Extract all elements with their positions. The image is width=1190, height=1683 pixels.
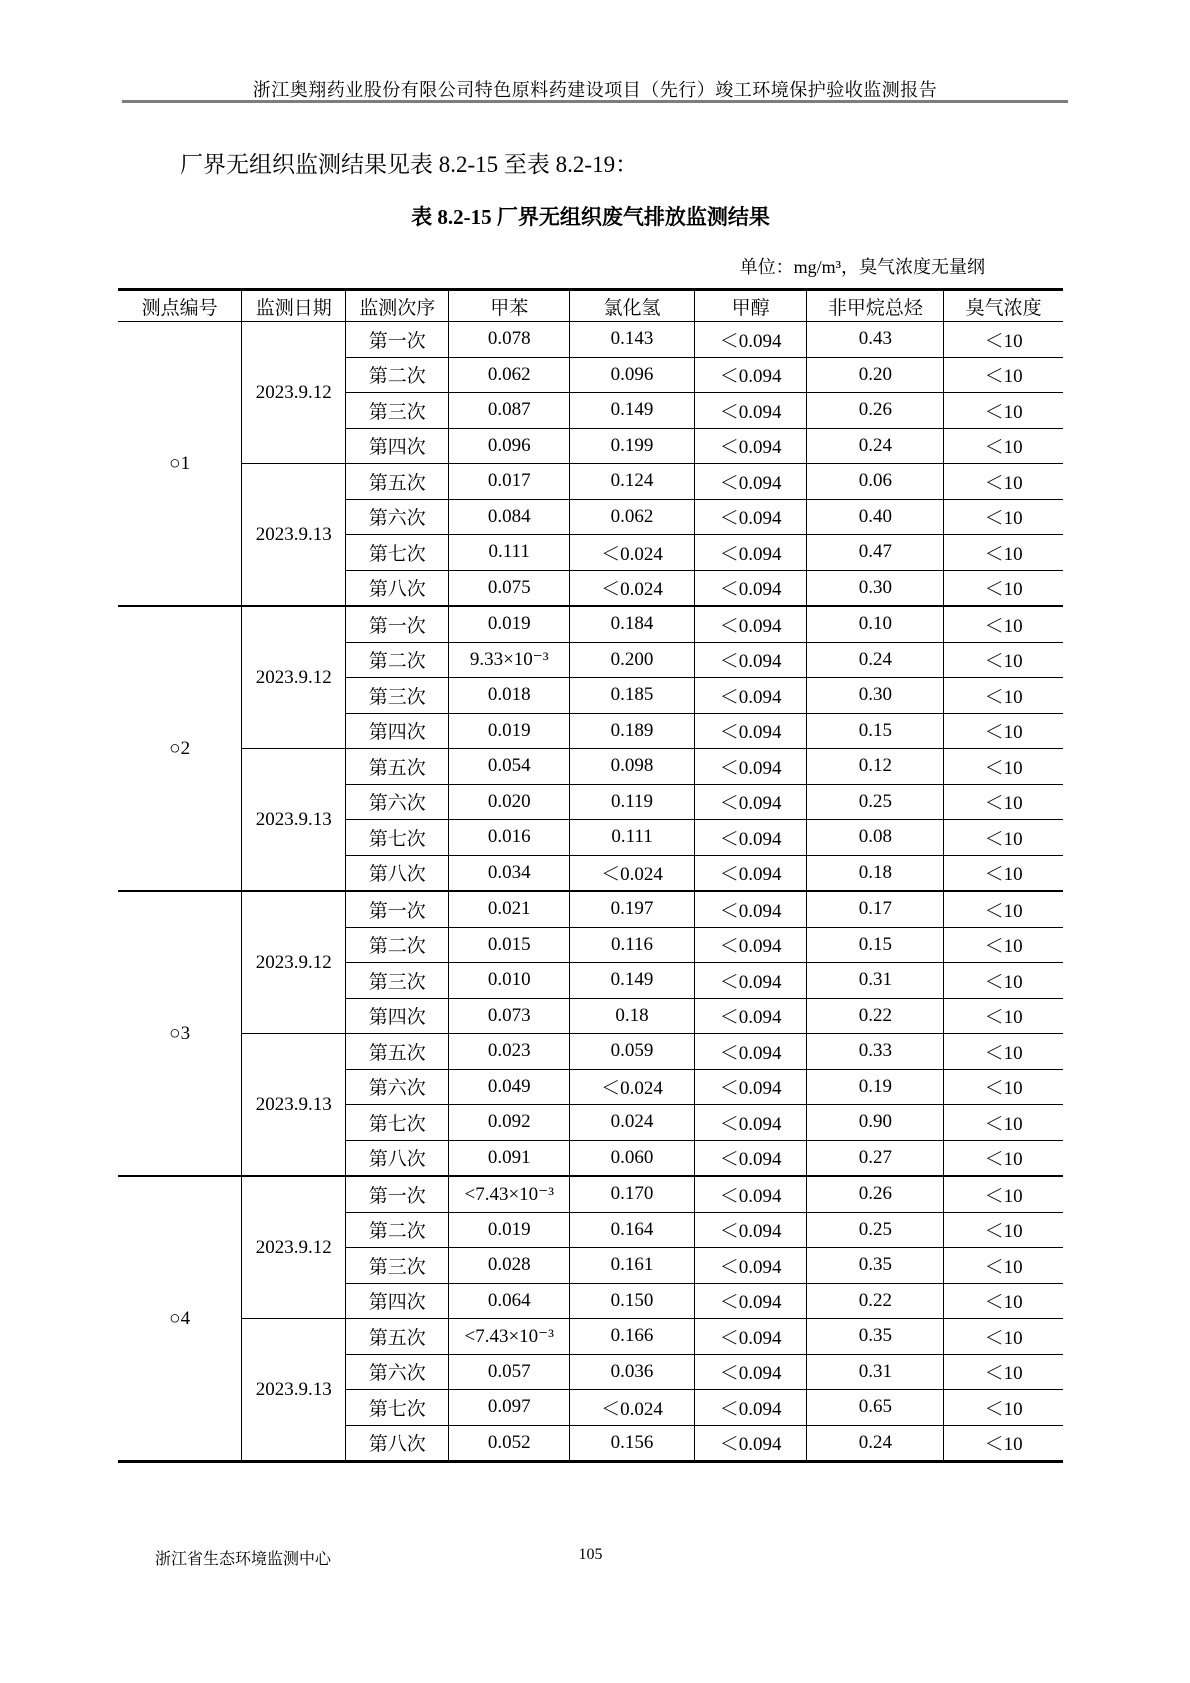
value-cell: ＜10	[944, 713, 1063, 749]
value-cell: 0.020	[449, 784, 570, 820]
value-cell: ＜0.094	[694, 1212, 806, 1248]
value-cell: ＜0.094	[694, 1069, 806, 1105]
value-cell: 0.057	[449, 1354, 570, 1390]
sequence-cell: 第二次	[346, 1212, 449, 1248]
value-cell: ＜10	[944, 642, 1063, 678]
value-cell: 0.149	[570, 963, 695, 999]
value-cell: ＜10	[944, 1354, 1063, 1390]
value-cell: 0.019	[449, 606, 570, 642]
date-cell: 2023.9.12	[242, 322, 346, 464]
sequence-cell: 第四次	[346, 713, 449, 749]
table-header-row	[118, 291, 1063, 322]
sequence-cell: 第七次	[346, 1390, 449, 1426]
value-cell: ＜10	[944, 820, 1063, 856]
value-cell: 0.33	[807, 1034, 944, 1070]
value-cell: 0.064	[449, 1283, 570, 1319]
value-cell: 0.24	[807, 642, 944, 678]
value-cell: 0.034	[449, 855, 570, 891]
point-id-cell: ○2	[118, 606, 242, 891]
value-cell: 0.24	[807, 428, 944, 464]
value-cell: <7.43×10⁻³	[449, 1176, 570, 1212]
value-cell: 0.098	[570, 749, 695, 785]
value-cell: ＜10	[944, 535, 1063, 571]
value-cell: ＜0.094	[694, 642, 806, 678]
value-cell: ＜0.094	[694, 1283, 806, 1319]
value-cell: 0.075	[449, 570, 570, 606]
value-cell: 0.028	[449, 1248, 570, 1284]
value-cell: ＜0.094	[694, 820, 806, 856]
value-cell: ＜10	[944, 1105, 1063, 1141]
value-cell: ＜0.094	[694, 1390, 806, 1426]
value-cell: ＜0.094	[694, 535, 806, 571]
date-cell: 2023.9.13	[242, 749, 346, 892]
value-cell: 0.023	[449, 1034, 570, 1070]
value-cell: ＜10	[944, 357, 1063, 393]
table-row	[118, 891, 1063, 927]
value-cell: 0.161	[570, 1248, 695, 1284]
point-id-cell: ○3	[118, 891, 242, 1176]
value-cell: 0.092	[449, 1105, 570, 1141]
point-id-cell: ○4	[118, 1176, 242, 1460]
sequence-cell: 第五次	[346, 749, 449, 785]
value-cell: 0.060	[570, 1140, 695, 1176]
value-cell: 0.019	[449, 1212, 570, 1248]
value-cell: 0.10	[807, 606, 944, 642]
sequence-cell: 第七次	[346, 1105, 449, 1141]
value-cell: ＜10	[944, 1248, 1063, 1284]
value-cell: 0.30	[807, 570, 944, 606]
value-cell: 0.021	[449, 891, 570, 927]
value-cell: 0.90	[807, 1105, 944, 1141]
value-cell: ＜0.094	[694, 998, 806, 1034]
column-header: 氯化氢	[570, 291, 695, 322]
date-cell: 2023.9.13	[242, 464, 346, 607]
date-cell: 2023.9.13	[242, 1319, 346, 1461]
value-cell: ＜0.094	[694, 464, 806, 500]
value-cell: 0.111	[570, 820, 695, 856]
value-cell: 0.016	[449, 820, 570, 856]
value-cell: ＜0.094	[694, 499, 806, 535]
value-cell: 0.31	[807, 1354, 944, 1390]
value-cell: 0.197	[570, 891, 695, 927]
sequence-cell: 第三次	[346, 393, 449, 429]
value-cell: 0.43	[807, 322, 944, 358]
value-cell: 0.06	[807, 464, 944, 500]
value-cell: 0.20	[807, 357, 944, 393]
value-cell: ＜10	[944, 606, 1063, 642]
date-cell: 2023.9.12	[242, 1176, 346, 1319]
sequence-cell: 第六次	[346, 1354, 449, 1390]
value-cell: 0.24	[807, 1425, 944, 1460]
value-cell: ＜10	[944, 855, 1063, 891]
value-cell: 0.22	[807, 1283, 944, 1319]
sequence-cell: 第一次	[346, 1176, 449, 1212]
table-title: 表 8.2-15 厂界无组织废气排放监测结果	[411, 205, 770, 229]
value-cell: 0.119	[570, 784, 695, 820]
value-cell: 0.049	[449, 1069, 570, 1105]
column-header: 甲苯	[449, 291, 570, 322]
value-cell: 0.073	[449, 998, 570, 1034]
value-cell: ＜10	[944, 570, 1063, 606]
value-cell: 0.010	[449, 963, 570, 999]
value-cell: 0.65	[807, 1390, 944, 1426]
table-row	[118, 1319, 1063, 1355]
value-cell: ＜0.094	[694, 606, 806, 642]
value-cell: ＜0.094	[694, 749, 806, 785]
value-cell: 0.26	[807, 393, 944, 429]
value-cell: ＜0.094	[694, 1319, 806, 1355]
value-cell: 0.35	[807, 1248, 944, 1284]
value-cell: 0.143	[570, 322, 695, 358]
value-cell: ＜0.094	[694, 855, 806, 891]
sequence-cell: 第一次	[346, 891, 449, 927]
value-cell: ＜0.094	[694, 1176, 806, 1212]
value-cell: ＜0.094	[694, 357, 806, 393]
date-cell: 2023.9.13	[242, 1034, 346, 1177]
value-cell: ＜0.024	[570, 855, 695, 891]
column-header: 监测日期	[242, 291, 346, 322]
value-cell: 0.35	[807, 1319, 944, 1355]
footer-organization: 浙江省生态环境监测中心	[155, 1551, 332, 1568]
value-cell: ＜10	[944, 322, 1063, 358]
value-cell: ＜0.094	[694, 393, 806, 429]
value-cell: ＜10	[944, 1319, 1063, 1355]
table-row	[118, 322, 1063, 358]
value-cell: ＜10	[944, 998, 1063, 1034]
value-cell: 0.184	[570, 606, 695, 642]
value-cell: 0.087	[449, 393, 570, 429]
sequence-cell: 第五次	[346, 1319, 449, 1355]
table-row	[118, 1034, 1063, 1070]
value-cell: ＜10	[944, 1390, 1063, 1426]
value-cell: ＜0.094	[694, 713, 806, 749]
value-cell: 0.018	[449, 678, 570, 714]
value-cell: 0.170	[570, 1176, 695, 1212]
column-header: 监测次序	[346, 291, 449, 322]
sequence-cell: 第一次	[346, 322, 449, 358]
value-cell: ＜0.094	[694, 1248, 806, 1284]
unit-note: 单位：mg/m³，臭气浓度无量纲	[739, 257, 985, 277]
page-number: 105	[578, 1546, 603, 1563]
sequence-cell: 第五次	[346, 1034, 449, 1070]
value-cell: 0.054	[449, 749, 570, 785]
value-cell: ＜10	[944, 749, 1063, 785]
value-cell: 0.166	[570, 1319, 695, 1355]
monitoring-table-container	[118, 288, 1063, 1463]
column-header: 臭气浓度	[944, 291, 1063, 322]
sequence-cell: 第六次	[346, 784, 449, 820]
value-cell: 0.084	[449, 499, 570, 535]
column-header: 测点编号	[118, 291, 242, 322]
value-cell: ＜0.094	[694, 927, 806, 963]
value-cell: 0.052	[449, 1425, 570, 1460]
sequence-cell: 第三次	[346, 678, 449, 714]
sequence-cell: 第七次	[346, 535, 449, 571]
value-cell: ＜0.024	[570, 1069, 695, 1105]
value-cell: 0.08	[807, 820, 944, 856]
sequence-cell: 第三次	[346, 1248, 449, 1284]
sequence-cell: 第三次	[346, 963, 449, 999]
value-cell: 0.31	[807, 963, 944, 999]
value-cell: ＜10	[944, 1283, 1063, 1319]
value-cell: 0.25	[807, 784, 944, 820]
value-cell: ＜10	[944, 464, 1063, 500]
value-cell: 0.25	[807, 1212, 944, 1248]
value-cell: ＜10	[944, 428, 1063, 464]
value-cell: 0.26	[807, 1176, 944, 1212]
value-cell: 0.15	[807, 927, 944, 963]
value-cell: 0.15	[807, 713, 944, 749]
sequence-cell: 第六次	[346, 499, 449, 535]
date-cell: 2023.9.12	[242, 891, 346, 1034]
value-cell: ＜10	[944, 499, 1063, 535]
sequence-cell: 第四次	[346, 1283, 449, 1319]
value-cell: 0.40	[807, 499, 944, 535]
value-cell: 0.096	[449, 428, 570, 464]
value-cell: 0.097	[449, 1390, 570, 1426]
value-cell: ＜10	[944, 1212, 1063, 1248]
sequence-cell: 第四次	[346, 998, 449, 1034]
value-cell: 0.096	[570, 357, 695, 393]
value-cell: ＜10	[944, 678, 1063, 714]
sequence-cell: 第二次	[346, 357, 449, 393]
table-row	[118, 1176, 1063, 1212]
value-cell: 0.199	[570, 428, 695, 464]
value-cell: ＜10	[944, 891, 1063, 927]
value-cell: ＜10	[944, 393, 1063, 429]
value-cell: 0.111	[449, 535, 570, 571]
value-cell: 0.185	[570, 678, 695, 714]
value-cell: 0.149	[570, 393, 695, 429]
value-cell: 0.078	[449, 322, 570, 358]
value-cell: 0.30	[807, 678, 944, 714]
value-cell: ＜10	[944, 927, 1063, 963]
value-cell: ＜10	[944, 1034, 1063, 1070]
sequence-cell: 第二次	[346, 642, 449, 678]
column-header: 非甲烷总烃	[807, 291, 944, 322]
document-header-title: 浙江奥翔药业股份有限公司特色原料药建设项目（先行）竣工环境保护验收监测报告	[252, 80, 938, 100]
value-cell: 0.22	[807, 998, 944, 1034]
value-cell: ＜0.094	[694, 1034, 806, 1070]
point-id-cell: ○1	[118, 322, 242, 607]
table-row	[118, 606, 1063, 642]
sequence-cell: 第五次	[346, 464, 449, 500]
value-cell: 0.036	[570, 1354, 695, 1390]
value-cell: ＜0.094	[694, 891, 806, 927]
value-cell: ＜0.094	[694, 570, 806, 606]
date-cell: 2023.9.12	[242, 606, 346, 749]
value-cell: ＜10	[944, 784, 1063, 820]
value-cell: 0.19	[807, 1069, 944, 1105]
value-cell: 0.091	[449, 1140, 570, 1176]
value-cell: ＜10	[944, 1176, 1063, 1212]
value-cell: 0.062	[570, 499, 695, 535]
value-cell: 0.200	[570, 642, 695, 678]
value-cell: 0.17	[807, 891, 944, 927]
value-cell: 0.017	[449, 464, 570, 500]
value-cell: ＜0.094	[694, 784, 806, 820]
value-cell: ＜0.094	[694, 322, 806, 358]
sequence-cell: 第六次	[346, 1069, 449, 1105]
value-cell: ＜0.094	[694, 1354, 806, 1390]
value-cell: ＜0.094	[694, 1425, 806, 1460]
sequence-cell: 第八次	[346, 1425, 449, 1460]
value-cell: 0.164	[570, 1212, 695, 1248]
sequence-cell: 第八次	[346, 570, 449, 606]
value-cell: ＜0.094	[694, 1105, 806, 1141]
sequence-cell: 第一次	[346, 606, 449, 642]
table-row	[118, 749, 1063, 785]
value-cell: 0.150	[570, 1283, 695, 1319]
sequence-cell: 第四次	[346, 428, 449, 464]
value-cell: ＜0.024	[570, 1390, 695, 1426]
value-cell: 0.059	[570, 1034, 695, 1070]
sequence-cell: 第八次	[346, 1140, 449, 1176]
value-cell: 0.27	[807, 1140, 944, 1176]
value-cell: ＜10	[944, 1069, 1063, 1105]
value-cell: 0.18	[570, 998, 695, 1034]
value-cell: ＜0.094	[694, 678, 806, 714]
value-cell: <7.43×10⁻³	[449, 1319, 570, 1355]
value-cell: 0.015	[449, 927, 570, 963]
value-cell: 0.019	[449, 713, 570, 749]
sequence-cell: 第七次	[346, 820, 449, 856]
value-cell: 0.024	[570, 1105, 695, 1141]
intro-paragraph: 厂界无组织监测结果见表 8.2-15 至表 8.2-19：	[180, 152, 639, 177]
value-cell: 0.156	[570, 1425, 695, 1460]
monitoring-results-table	[118, 291, 1063, 1460]
sequence-cell: 第八次	[346, 855, 449, 891]
value-cell: ＜10	[944, 963, 1063, 999]
table-row	[118, 464, 1063, 500]
value-cell: 0.12	[807, 749, 944, 785]
value-cell: 0.189	[570, 713, 695, 749]
value-cell: ＜0.024	[570, 570, 695, 606]
value-cell: ＜10	[944, 1425, 1063, 1460]
value-cell: 0.47	[807, 535, 944, 571]
value-cell: 0.18	[807, 855, 944, 891]
value-cell: ＜0.094	[694, 1140, 806, 1176]
value-cell: 0.116	[570, 927, 695, 963]
value-cell: 9.33×10⁻³	[449, 642, 570, 678]
value-cell: ＜0.094	[694, 963, 806, 999]
value-cell: ＜0.024	[570, 535, 695, 571]
value-cell: 0.062	[449, 357, 570, 393]
column-header: 甲醇	[694, 291, 806, 322]
sequence-cell: 第二次	[346, 927, 449, 963]
value-cell: ＜10	[944, 1140, 1063, 1176]
value-cell: 0.124	[570, 464, 695, 500]
value-cell: ＜0.094	[694, 428, 806, 464]
header-divider	[122, 100, 1068, 103]
